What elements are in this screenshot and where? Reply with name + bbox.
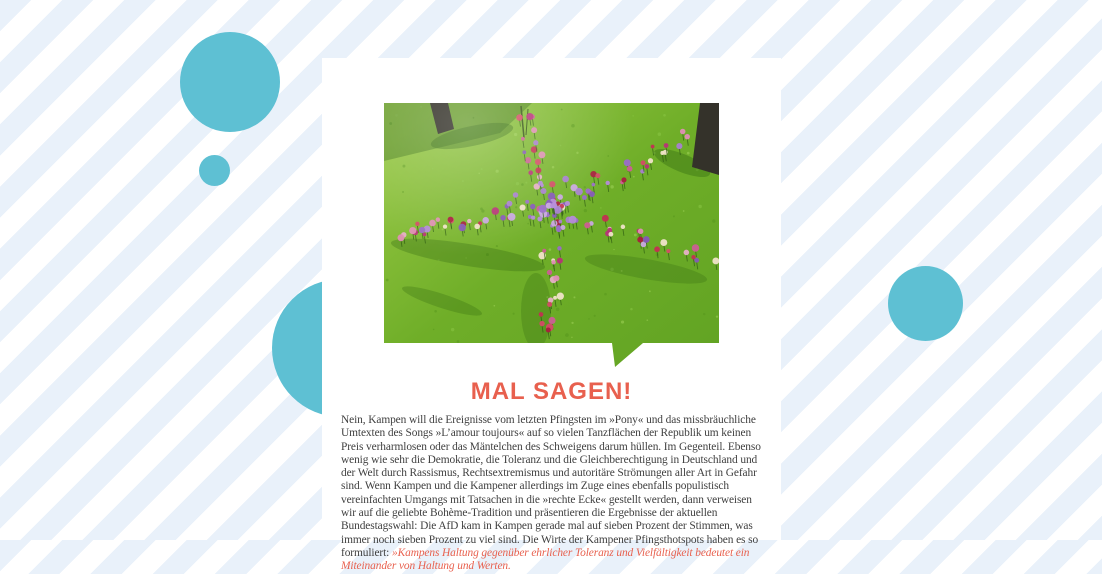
content-card — [322, 58, 781, 573]
decor-circle-top-left-small — [199, 155, 230, 186]
decor-circle-right — [888, 266, 963, 341]
article-text: Nein, Kampen will die Ereignisse vom letzten Pfingsten im »Pony« und das missbräuchliche Umtexten des Songs »L’amour toujours« auf so vielen Tanzflächen der Republik um keinen Preis verharmlosen oder das Mäntelchen des Schweigens darum hüllen. Im Gegenteil. Ebenso wenig wie sehr die Demokratie, die Toleranz und die Gleichberechtigung in Deutschland und der Welt durch Rassismus, Rechtsextremismus und autoritäre Strömungen aller Art in Gefahr sind. Wenn Kampen und die Kampener allerdings im Zuge eines ebenfalls populistisch vereinfachten Umgangs mit Tatsachen in die »rechte Ecke« gestellt werden, dann verweisen wir auf die geliebte Bohème-Tradition und präsentieren die Ergebnisse der aktuellen Bundestagswahl: Die AfD kam in Kampen gerade mal auf sieben Prozent der Stimmen, was immer noch sieben Prozent zu viel sind. Die Wirte der Kampener Pfingsthotspots haben es so formuliert: — [341, 414, 761, 559]
page-title: MAL SAGEN! — [470, 378, 633, 405]
article-paragraph — [341, 414, 762, 574]
tulip-cross-photo — [384, 103, 719, 368]
quote-link[interactable]: »Kampens Haltung gegenüber ehrlicher Toleranz und Vielfältigkeit bedeutet ein Miteinander von Haltung und Werten. — [341, 546, 750, 573]
decor-circle-top-left-large — [180, 32, 280, 132]
speech-bubble-photo — [384, 103, 719, 368]
